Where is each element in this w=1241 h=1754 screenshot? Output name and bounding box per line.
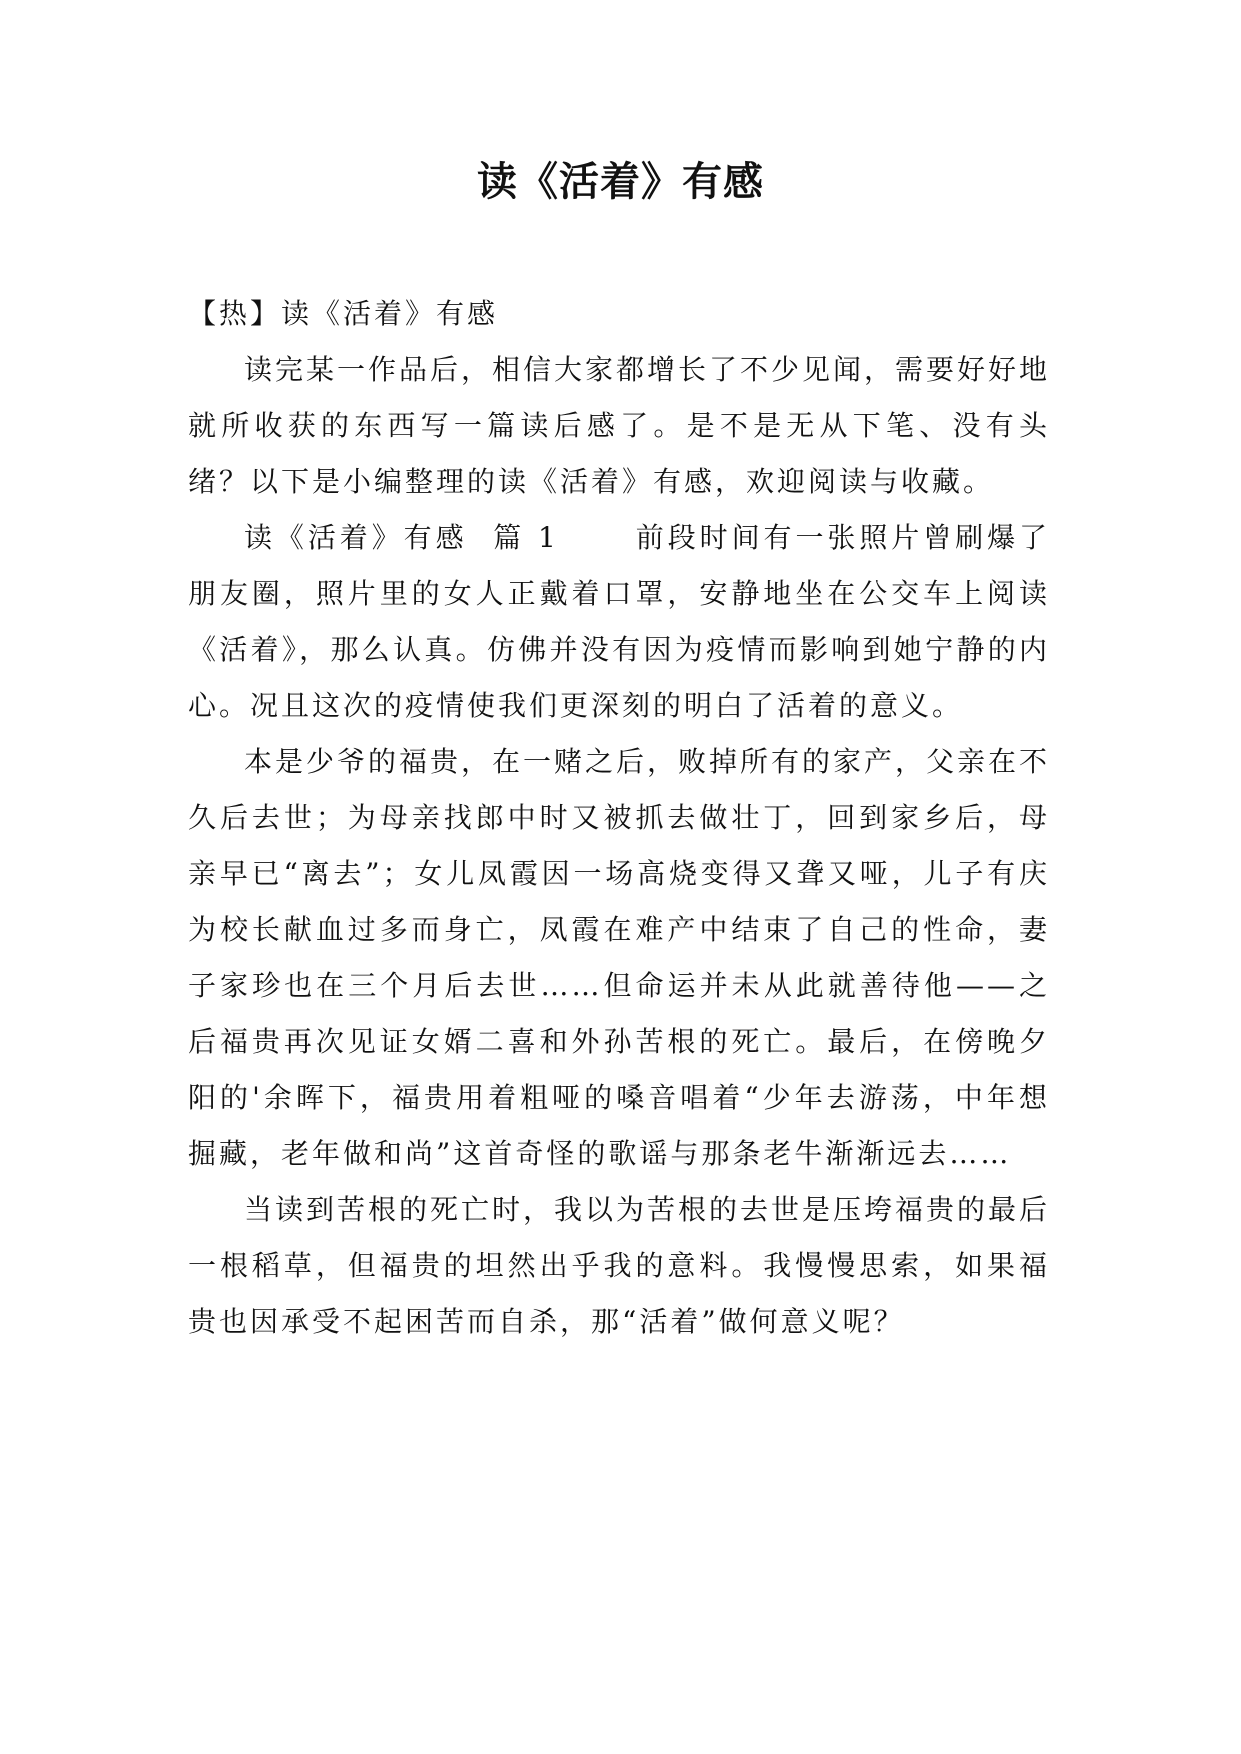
essay-paragraph-3: 当读到苦根的死亡时，我以为苦根的去世是压垮福贵的最后一根稻草，但福贵的坦然出乎我的意料。我慢慢思索，如果福贵也因承受不起困苦而自杀，那“活着”做何意义呢？ [188,1193,1051,1338]
intro-paragraph: 读完某一作品后，相信大家都增长了不少见闻，需要好好地就所收获的东西写一篇读后感了。是不是无从下笔、没有头绪？以下是小编整理的读《活着》有感，欢迎阅读与收藏。 [188,353,1051,498]
essay-paragraph-1: 读《活着》有感 篇 1 前段时间有一张照片曾刷爆了朋友圈，照片里的女人正戴着口罩，安静地坐在公交车上阅读《活着》，那么认真。仿佛并没有因为疫情而影响到她宁静的内心。况且这次的疫情使我们更深刻的明白了活着的意义。 [188,521,1050,722]
document-title: 读《活着》有感 [477,159,764,205]
document-body [188,286,1050,1350]
document-subtitle: 【热】读《活着》有感 [188,297,499,330]
essay-paragraph-2: 本是少爷的福贵，在一赌之后，败掉所有的家产，父亲在不久后去世；为母亲找郎中时又被抓去做壮丁，回到家乡后，母亲早已“离去”；女儿凤霞因一场高烧变得又聋又哑，儿子有庆为校长献血过多而身亡，凤霞在难产中结束了自己的性命，妻子家珍也在三个月后去世……但命运并未从此就善待他——之后福贵再次见证女婿二喜和外孙苦根的死亡。最后，在傍晚夕阳的'余晖下，福贵用着粗哑的嗓音唱着“少年去游荡，中年想掘藏，老年做和尚”这首奇怪的歌谣与那条老牛渐渐远去…… [188,745,1051,1170]
